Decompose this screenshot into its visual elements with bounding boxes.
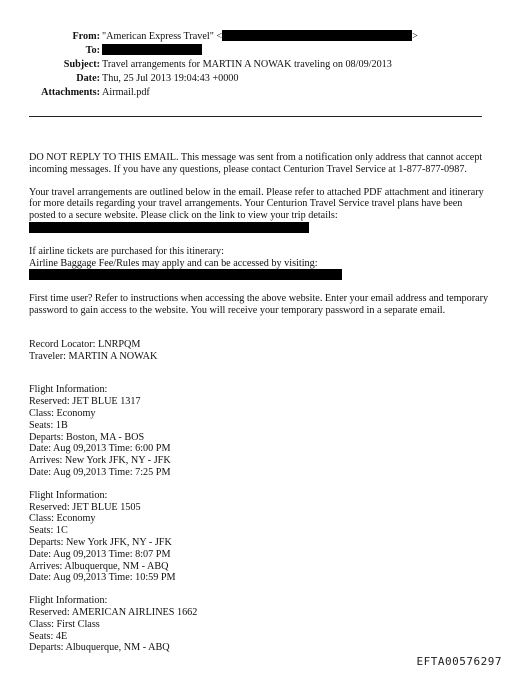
firsttime-line-2: password to gain access to the website. You will receive your temporary password in a separate email. [29, 304, 446, 316]
outline-line-2: for more details regarding your travel arrangements. Your Centurion Travel Service travel plans have been [29, 198, 463, 210]
to-value [102, 44, 202, 58]
flight-arrives: Arrives: New York JFK, NY - JFK [29, 455, 171, 467]
flight-block-2 [29, 490, 489, 584]
flight-heading: Flight Information: [29, 489, 108, 501]
attachments-label: Attachments: [41, 87, 100, 98]
flight-class: Class: Economy [29, 513, 96, 525]
outline-line-3: posted to a secure website. Please click on the link to view your trip details: [29, 210, 338, 222]
attachment-link[interactable]: Airmail.pdf [102, 87, 150, 98]
traveler-name: Traveler: MARTIN A NOWAK [29, 350, 158, 362]
flight-arrive-time: Date: Aug 09,2013 Time: 10:59 PM [29, 572, 176, 584]
flight-depart-time: Date: Aug 09,2013 Time: 6:00 PM [29, 443, 171, 455]
trip-link-row [29, 222, 489, 235]
flight-depart-time: Date: Aug 09,2013 Time: 8:07 PM [29, 548, 171, 560]
flight-class: Class: First Class [29, 618, 100, 630]
email-header [0, 30, 512, 100]
flight-departs: Departs: Boston, MA - BOS [29, 431, 145, 443]
airline-line-2: Airline Baggage Fee/Rules may apply and can be accessed by visiting: [29, 257, 318, 269]
subject-value: Travel arrangements for MARTIN A NOWAK traveling on 08/09/2013 [102, 59, 392, 70]
outline-line-1: Your travel arrangements are outlined below in the email. Please refer to attached PDF attachment and itinerary [29, 186, 484, 198]
flight-seats: Seats: 1B [29, 419, 68, 431]
date-value: Thu, 25 Jul 2013 19:04:43 +0000 [102, 73, 239, 84]
redaction-box [29, 269, 342, 280]
flight-departs: Departs: New York JFK, NY - JFK [29, 536, 172, 548]
redaction-box [222, 30, 412, 41]
attachments-row [0, 86, 512, 100]
from-label: From: [72, 31, 100, 42]
flight-arrives: Arrives: Albuquerque, NM - ABQ [29, 560, 169, 572]
flight-heading: Flight Information: [29, 595, 108, 607]
flight-departs: Departs: Albuquerque, NM - ABQ [29, 642, 170, 654]
flight-reserved: Reserved: AMERICAN AIRLINES 1662 [29, 606, 198, 618]
bates-number: EFTA00576297 [416, 655, 502, 668]
firsttime-line-1: First time user? Refer to instructions when accessing the above website. Enter your email address and temporary [29, 293, 489, 305]
notice-line-1: DO NOT REPLY TO THIS EMAIL. This message was sent from a notification only address that cannot accept [29, 152, 483, 163]
to-label: To: [85, 45, 100, 56]
flight-arrive-time: Date: Aug 09,2013 Time: 7:25 PM [29, 466, 171, 478]
to-row [0, 44, 512, 58]
airline-line-1: If airline tickets are purchased for this itinerary: [29, 245, 224, 257]
flight-seats: Seats: 1C [29, 525, 68, 537]
from-close: > [412, 31, 418, 42]
flight-block-3 [29, 595, 489, 654]
date-row [0, 72, 512, 86]
redaction-box [102, 44, 202, 55]
subject-row [0, 58, 512, 72]
flight-class: Class: Economy [29, 407, 96, 419]
baggage-link-row [29, 269, 489, 282]
header-divider [29, 116, 482, 117]
flight-block-1 [29, 384, 489, 478]
flight-reserved: Reserved: JET BLUE 1317 [29, 396, 141, 408]
email-body [29, 152, 489, 654]
flight-reserved: Reserved: JET BLUE 1505 [29, 501, 141, 513]
from-row [0, 30, 512, 44]
notice-line-2: incoming messages. If you have any questions, please contact Centurion Travel Service at 1-877-877-0987. [29, 163, 467, 175]
redaction-box [29, 222, 309, 233]
date-label: Date: [76, 73, 100, 84]
flight-heading: Flight Information: [29, 384, 108, 396]
subject-label: Subject: [63, 59, 100, 70]
record-locator: Record Locator: LNRPQM [29, 338, 141, 350]
flight-seats: Seats: 4E [29, 630, 68, 642]
from-sender: "American Express Travel" < [102, 31, 223, 42]
from-value [102, 30, 418, 44]
